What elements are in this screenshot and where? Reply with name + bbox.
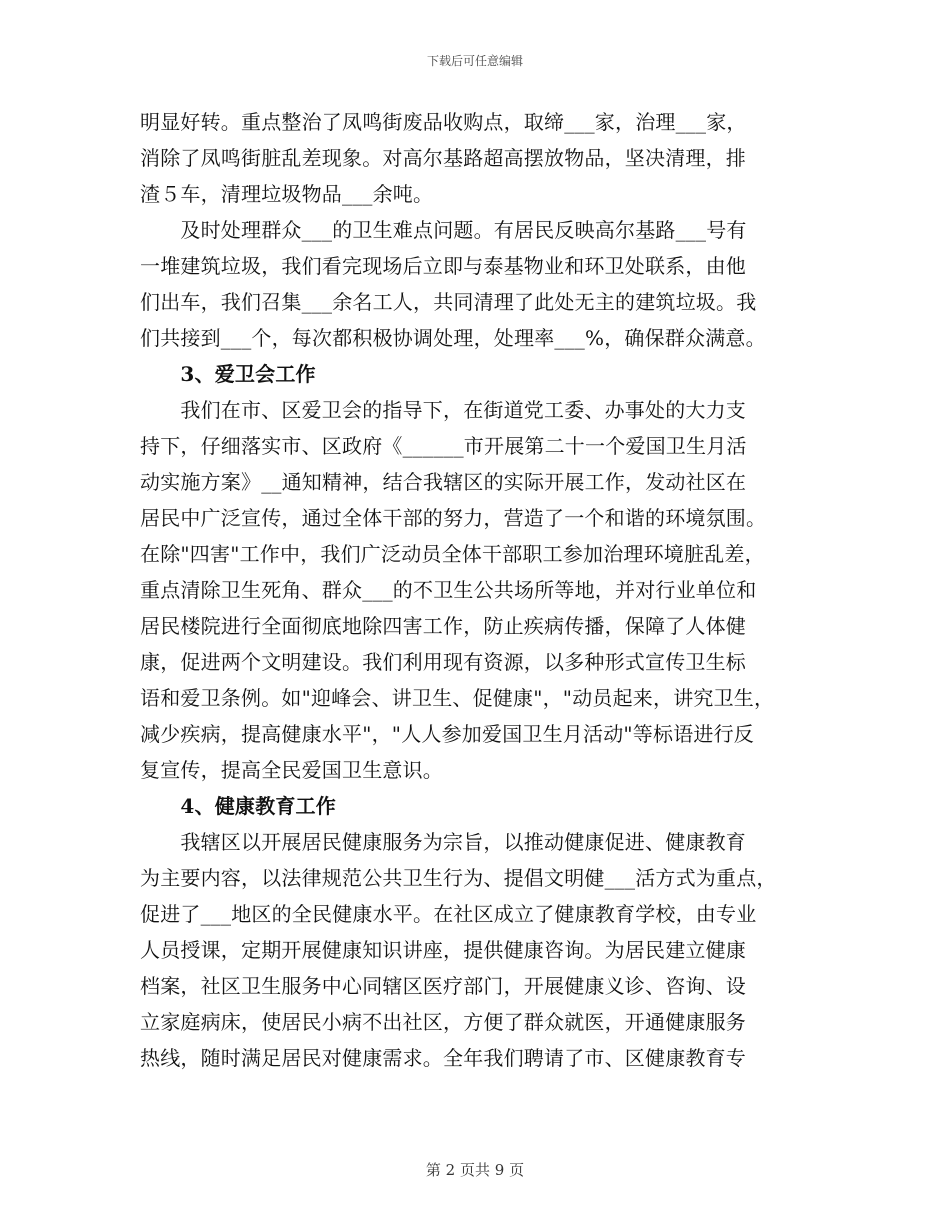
body-line: 复宣传，提高全民爱国卫生意识。 <box>140 758 443 782</box>
body-line: 热线，随时满足居民对健康需求。全年我们聘请了市、区健康教育专 <box>140 1046 746 1070</box>
body-line: 促进了___地区的全民健康水平。在社区成立了健康教育学校，由专业 <box>140 902 757 926</box>
body-line: 一堆建筑垃圾，我们看完现场后立即与泰基物业和环卫处联系，由他 <box>140 254 746 278</box>
body-line: 消除了凤鸣街脏乱差现象。对高尔基路超高摆放物品，坚决清理，排 <box>140 146 746 170</box>
body-line: 为主要内容，以法律规范公共卫生行为、提倡文明健___活方式为重点， <box>140 866 777 890</box>
page-header: 下载后可任意编辑 <box>426 54 523 68</box>
body-line: 档案，社区卫生服务中心同辖区医疗部门，开展健康义诊、咨询、设 <box>140 974 746 998</box>
body-line: 动实施方案》__通知精神，结合我辖区的实际开展工作，发动社区在 <box>140 470 747 494</box>
body-line: 持下，仔细落实市、区政府《______市开展第二十一个爱国卫生月活 <box>140 434 747 458</box>
body-line: 渣５车，清理垃圾物品___余吨。 <box>140 182 434 206</box>
body-line: 减少疾病，提高健康水平"，"人人参加爱国卫生月活动"等标语进行反 <box>140 722 754 746</box>
document-body <box>140 104 812 1076</box>
body-line: 人员授课，定期开展健康知识讲座，提供健康咨询。为居民建立健康 <box>140 938 746 962</box>
body-line: 们出车，我们召集___余名工人，共同清理了此处无主的建筑垃圾。我 <box>140 290 757 314</box>
body-line: 们共接到___个，每次都积极协调处理，处理率___%，确保群众满意。 <box>140 326 766 350</box>
section-heading: 3、爱卫会工作 <box>140 362 316 386</box>
body-line: 居民楼院进行全面彻底地除四害工作，防止疾病传播，保障了人体健 <box>140 614 746 638</box>
body-line: 我们在市、区爱卫会的指导下，在街道党工委、办事处的大力支 <box>140 398 746 422</box>
body-line: 居民中广泛宣传，通过全体干部的努力，营造了一个和谐的环境氛围。 <box>140 506 767 530</box>
body-line: 在除"四害"工作中，我们广泛动员全体干部职工参加治理环境脏乱差， <box>140 542 765 566</box>
body-line: 语和爱卫条例。如"迎峰会、讲卫生、促健康"，"动员起来，讲究卫生， <box>140 686 775 710</box>
body-line: 明显好转。重点整治了凤鸣街废品收购点，取缔___家，治理___家， <box>140 110 747 134</box>
body-line: 康，促进两个文明建设。我们利用现有资源，以多种形式宣传卫生标 <box>140 650 746 674</box>
page-footer: 第 2 页共 9 页 <box>425 1161 525 1179</box>
body-line: 立家庭病床，使居民小病不出社区，方便了群众就医，开通健康服务 <box>140 1010 746 1034</box>
body-line: 重点清除卫生死角、群众___的不卫生公共场所等地，并对行业单位和 <box>140 578 757 602</box>
body-line: 及时处理群众___的卫生难点问题。有居民反映高尔基路___号有 <box>140 218 747 242</box>
body-line: 我辖区以开展居民健康服务为宗旨，以推动健康促进、健康教育 <box>140 830 746 854</box>
section-heading: 4、健康教育工作 <box>140 794 336 818</box>
